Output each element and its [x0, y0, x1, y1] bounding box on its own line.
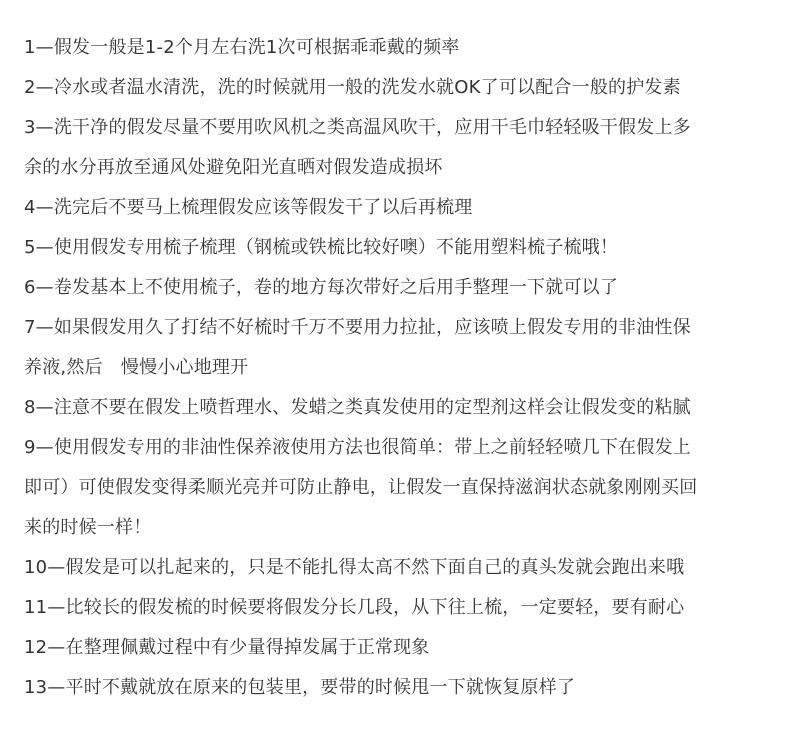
instruction-line: 3—洗干净的假发尽量不要用吹风机之类高温风吹干，应用干毛巾轻轻吸干假发上多	[24, 117, 691, 138]
instruction-12	[24, 630, 776, 670]
instruction-line: 7—如果假发用久了打结不好梳时千万不要用力拉扯，应该喷上假发专用的非油性保	[24, 317, 691, 338]
instruction-line: 13—平时不戴就放在原来的包装里，要带的时候甩一下就恢复原样了	[24, 677, 576, 698]
instruction-11	[24, 590, 776, 630]
instruction-line: 余的水分再放至通风处避免阳光直晒对假发造成损坏	[24, 157, 443, 178]
instruction-line: 即可）可使假发变得柔顺光亮并可防止静电，让假发一直保持滋润状态就象刚刚买回	[24, 477, 698, 498]
instruction-line: 10—假发是可以扎起来的，只是不能扎得太高不然下面自己的真头发就会跑出来哦	[24, 557, 685, 578]
instruction-line: 4—洗完后不要马上梳理假发应该等假发干了以后再梳理	[24, 197, 473, 218]
instruction-line: 来的时候一样！	[24, 517, 152, 538]
instruction-line: 2—冷水或者温水清洗，洗的时候就用一般的洗发水就OK了可以配合一般的护发素	[24, 77, 681, 98]
instruction-line: 6—卷发基本上不使用梳子，卷的地方每次带好之后用手整理一下就可以了	[24, 277, 619, 298]
instruction-line: 11—比较长的假发梳的时候要将假发分长几段，从下往上梳，一定要轻，要有耐心	[24, 597, 685, 618]
instruction-6	[24, 270, 776, 310]
instruction-9	[24, 430, 776, 550]
instruction-5	[24, 230, 776, 270]
instruction-line: 养液,然后 慢慢小心地理开	[24, 357, 249, 378]
care-instructions	[24, 30, 776, 710]
instruction-line: 9—使用假发专用的非油性保养液使用方法也很简单：带上之前轻轻喷几下在假发上	[24, 437, 691, 458]
instruction-1	[24, 30, 776, 70]
instruction-7	[24, 310, 776, 390]
instruction-4	[24, 190, 776, 230]
instruction-line: 5—使用假发专用梳子梳理（钢梳或铁梳比较好噢）不能用塑料梳子梳哦！	[24, 237, 619, 258]
instruction-13	[24, 670, 776, 710]
instruction-line: 1—假发一般是1-2个月左右洗1次可根据乖乖戴的频率	[24, 37, 460, 58]
instruction-3	[24, 110, 776, 190]
instruction-line: 12—在整理佩戴过程中有少量得掉发属于正常现象	[24, 637, 430, 658]
instruction-8	[24, 390, 776, 430]
instruction-10	[24, 550, 776, 590]
instruction-2	[24, 70, 776, 110]
instruction-line: 8—注意不要在假发上喷哲理水、发蜡之类真发使用的定型剂这样会让假发变的粘腻	[24, 397, 691, 418]
